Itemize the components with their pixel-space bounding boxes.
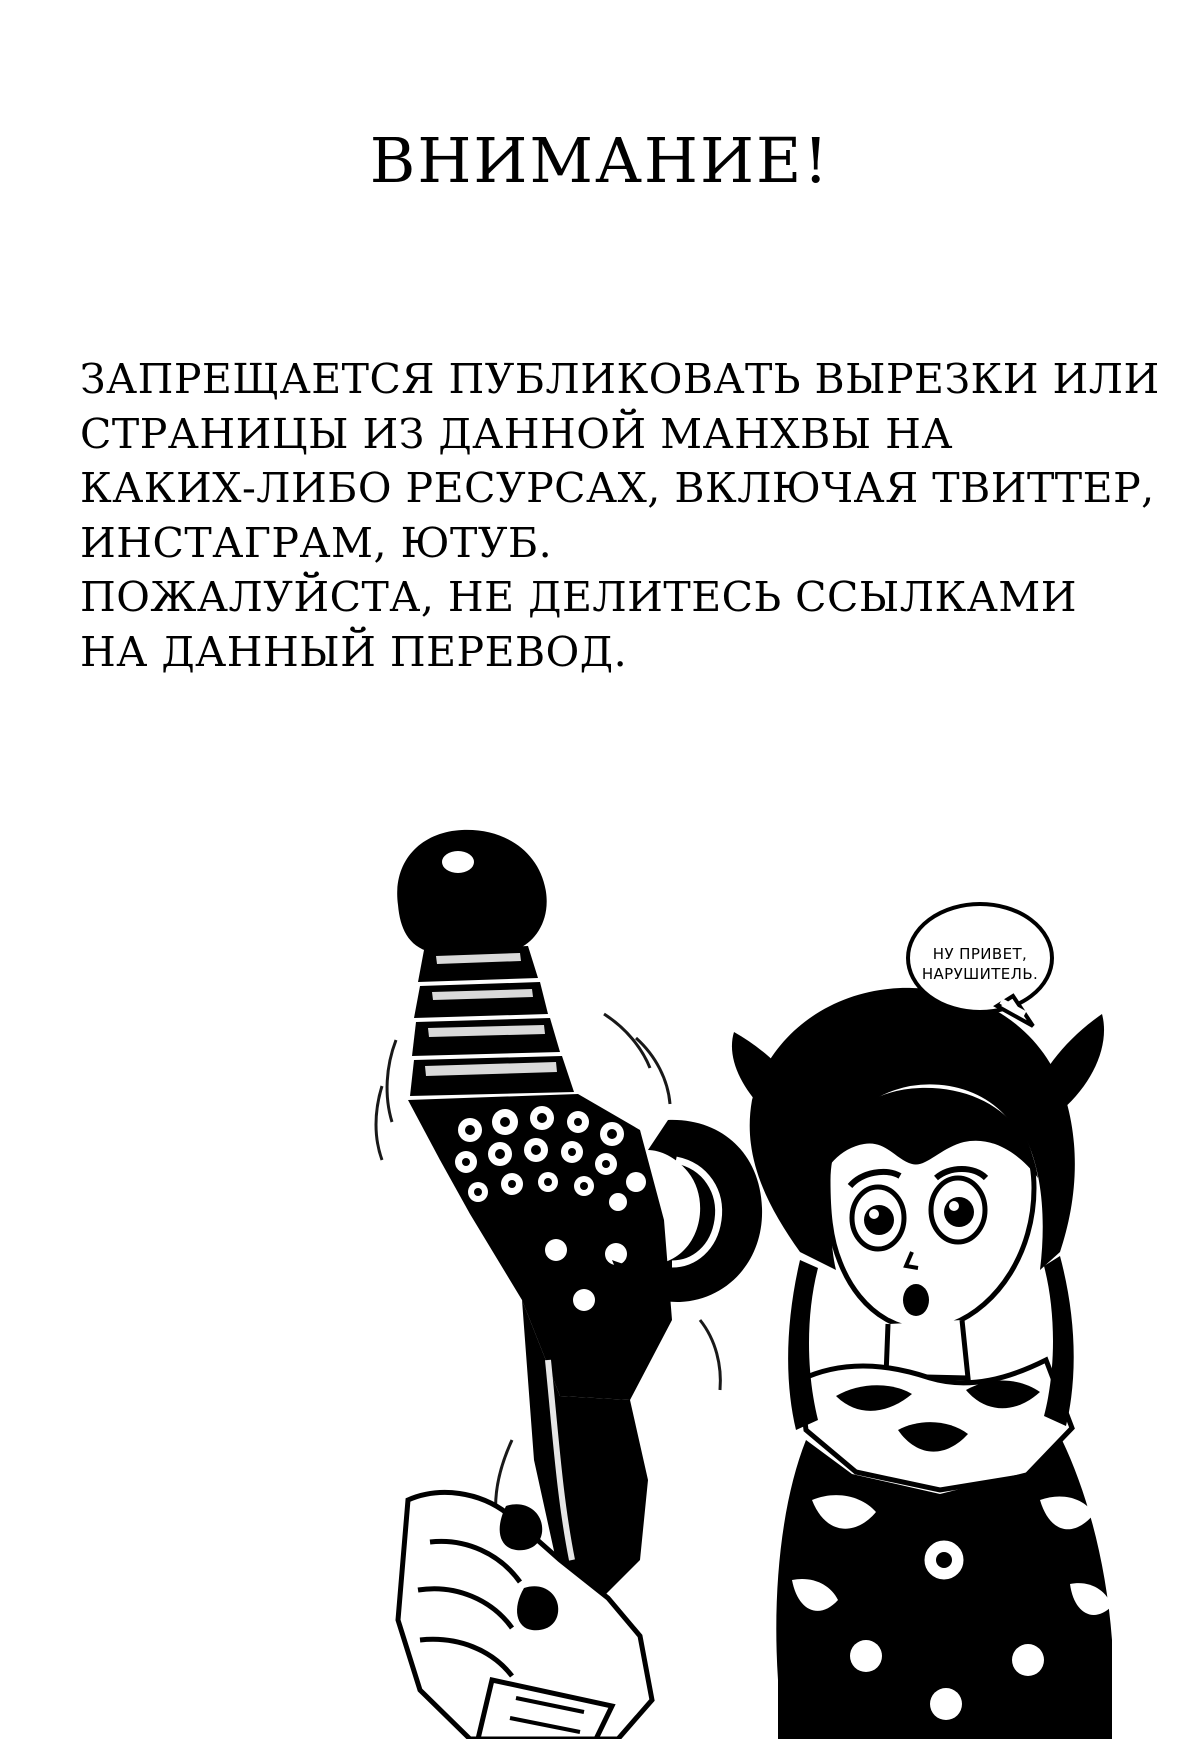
speech-line: НУ ПРИВЕТ, [932,945,1028,963]
notice-line: НА ДАННЫЙ ПЕРЕВОД. [80,627,628,676]
character [732,988,1112,1739]
notice-body [80,352,1160,679]
speech-line: НАРУШИТЕЛЬ. [921,965,1039,984]
speech-bubble-text [917,944,1043,985]
speech-bubble [905,900,1055,1028]
notice-line: ПОЖАЛУЙСТА, НЕ ДЕЛИТЕСЬ ССЫЛКАМИ [80,573,1077,622]
notice-line: КАКИХ-ЛИБО РЕСУРСАХ, ВКЛЮЧАЯ ТВИТТЕР, [80,464,1155,513]
notice-line: СТРАНИЦЫ ИЗ ДАННОЙ МАНХВЫ НА [80,409,953,458]
tentacle-gauntlet [376,830,762,1600]
notice-line: ИНСТАГРАМ, ЮТУБ. [80,518,553,567]
notice-line: ЗАПРЕЩАЕТСЯ ПУБЛИКОВАТЬ ВЫРЕЗКИ ИЛИ [80,355,1160,403]
page-title: ВНИМАНИЕ! [369,124,831,197]
